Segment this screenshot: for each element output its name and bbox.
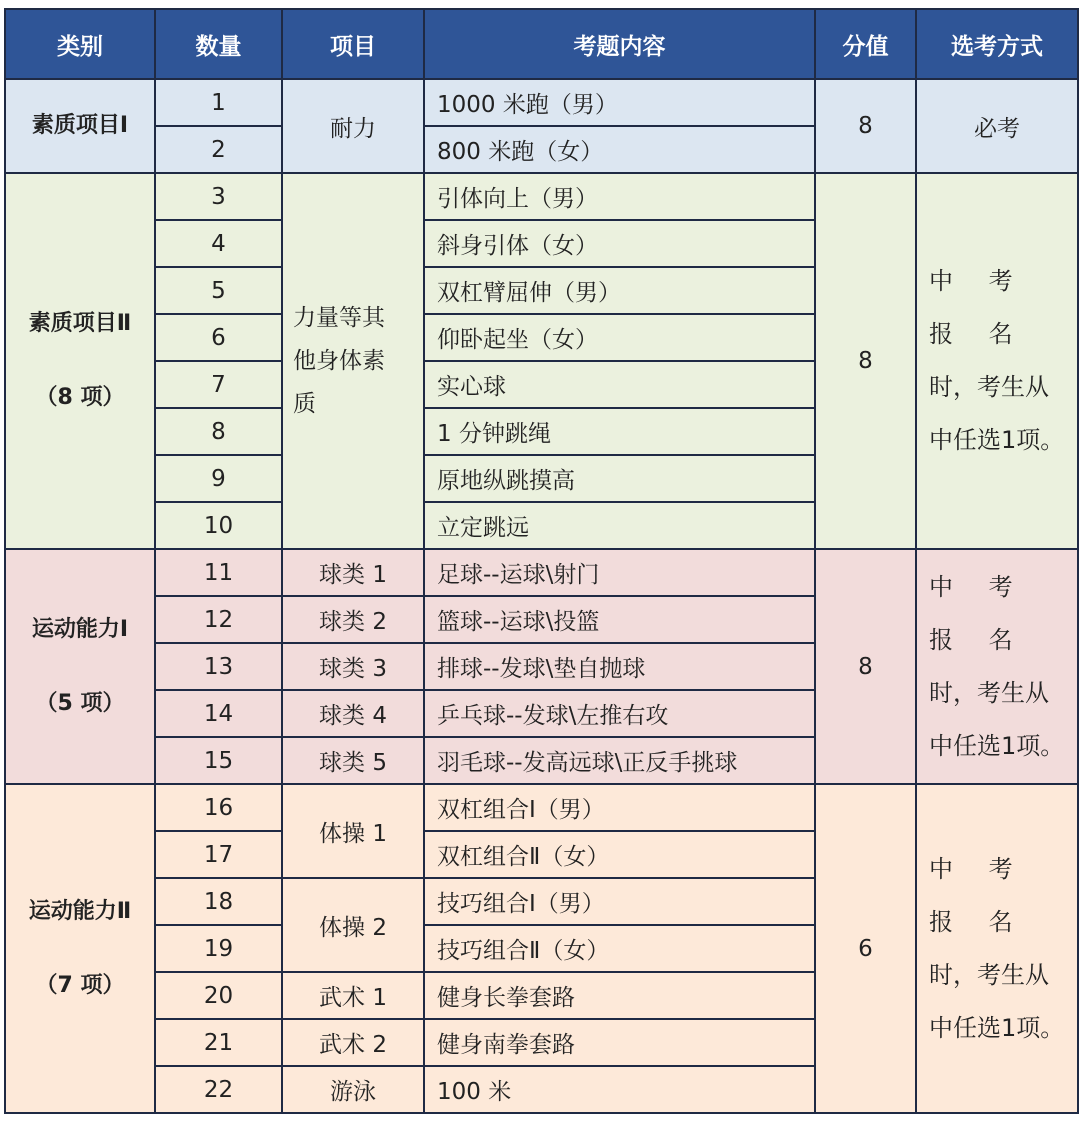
content-cell: 800 米跑（女） [424,126,815,173]
count-cell: 4 [155,220,282,267]
count-cell: 7 [155,361,282,408]
count-cell: 12 [155,596,282,643]
mode-line: 中 考 报 名 [929,572,1027,654]
content-cell: 篮球--运球\投篮 [424,596,815,643]
exam-table-wrapper [4,8,1079,1114]
mode-line: 中 考 报 名 [929,854,1027,936]
header-project: 项目 [282,9,424,79]
count-cell: 8 [155,408,282,455]
content-cell: 足球--运球\射门 [424,549,815,596]
header-content: 考题内容 [424,9,815,79]
mode-line: 中任选1项。 [929,731,1065,760]
category-label: 运动能力Ⅱ [28,898,132,924]
category-label: 运动能力Ⅰ [31,616,129,642]
category-count: （5 项） [35,690,125,716]
category-cell [5,549,155,784]
project-cell: 游泳 [282,1066,424,1113]
mode-line: 时，考生从 [929,678,1049,707]
pe-exam-table [4,8,1079,1114]
score-cell: 8 [815,173,916,549]
header-count: 数量 [155,9,282,79]
mode-cell: 必考 [916,79,1078,173]
header-score: 分值 [815,9,916,79]
table-row [5,173,1078,220]
table-row [5,784,1078,831]
project-cell: 武术 2 [282,1019,424,1066]
project-line: 他身体素 [293,347,385,374]
content-cell: 双杠组合Ⅰ（男） [424,784,815,831]
content-cell: 实心球 [424,361,815,408]
project-cell: 体操 1 [282,784,424,878]
count-cell: 14 [155,690,282,737]
mode-cell [916,784,1078,1113]
count-cell: 21 [155,1019,282,1066]
mode-line: 中任选1项。 [929,1013,1065,1042]
project-cell: 球类 4 [282,690,424,737]
content-cell: 双杠臂屈伸（男） [424,267,815,314]
mode-line: 时，考生从 [929,960,1049,989]
count-cell: 17 [155,831,282,878]
content-cell: 仰卧起坐（女） [424,314,815,361]
count-cell: 18 [155,878,282,925]
header-row [5,9,1078,79]
content-cell: 原地纵跳摸高 [424,455,815,502]
project-cell: 球类 5 [282,737,424,784]
category-label: 素质项目Ⅱ [28,311,132,336]
mode-line: 时，考生从 [929,373,1049,401]
content-cell: 引体向上（男） [424,173,815,220]
content-cell: 立定跳远 [424,502,815,549]
content-cell: 健身长拳套路 [424,972,815,1019]
count-cell: 19 [155,925,282,972]
category-cell [5,784,155,1113]
project-cell: 球类 1 [282,549,424,596]
content-cell: 技巧组合Ⅰ（男） [424,878,815,925]
content-cell: 1 分钟跳绳 [424,408,815,455]
score-cell: 8 [815,549,916,784]
project-cell: 武术 1 [282,972,424,1019]
category-count: （7 项） [35,972,125,998]
content-cell: 双杠组合Ⅱ（女） [424,831,815,878]
category-cell [5,79,155,173]
project-cell: 球类 3 [282,643,424,690]
category-count: （8 项） [35,385,125,410]
content-cell: 1000 米跑（男） [424,79,815,126]
category-cell [5,173,155,549]
count-cell: 9 [155,455,282,502]
content-cell: 乒乓球--发球\左推右攻 [424,690,815,737]
mode-cell [916,549,1078,784]
content-cell: 斜身引体（女） [424,220,815,267]
table-row [5,549,1078,596]
count-cell: 13 [155,643,282,690]
count-cell: 20 [155,972,282,1019]
mode-line: 中任选1项。 [929,426,1065,454]
score-cell: 8 [815,79,916,173]
count-cell: 5 [155,267,282,314]
header-category: 类别 [5,9,155,79]
project-cell: 耐力 [282,79,424,173]
count-cell: 6 [155,314,282,361]
project-line: 质 [293,390,316,417]
table-row [5,79,1078,126]
header-mode: 选考方式 [916,9,1078,79]
project-line: 力量等其 [293,304,385,331]
content-cell: 100 米 [424,1066,815,1113]
content-cell: 羽毛球--发高远球\正反手挑球 [424,737,815,784]
count-cell: 22 [155,1066,282,1113]
mode-cell [916,173,1078,549]
count-cell: 15 [155,737,282,784]
count-cell: 11 [155,549,282,596]
mode-line: 中 考 报 名 [929,267,1027,348]
count-cell: 2 [155,126,282,173]
content-cell: 健身南拳套路 [424,1019,815,1066]
score-cell: 6 [815,784,916,1113]
count-cell: 1 [155,79,282,126]
count-cell: 16 [155,784,282,831]
content-cell: 排球--发球\垫自抛球 [424,643,815,690]
category-label: 素质项目Ⅰ [31,113,129,138]
content-cell: 技巧组合Ⅱ（女） [424,925,815,972]
project-cell [282,173,424,549]
project-cell: 体操 2 [282,878,424,972]
count-cell: 10 [155,502,282,549]
count-cell: 3 [155,173,282,220]
project-cell: 球类 2 [282,596,424,643]
